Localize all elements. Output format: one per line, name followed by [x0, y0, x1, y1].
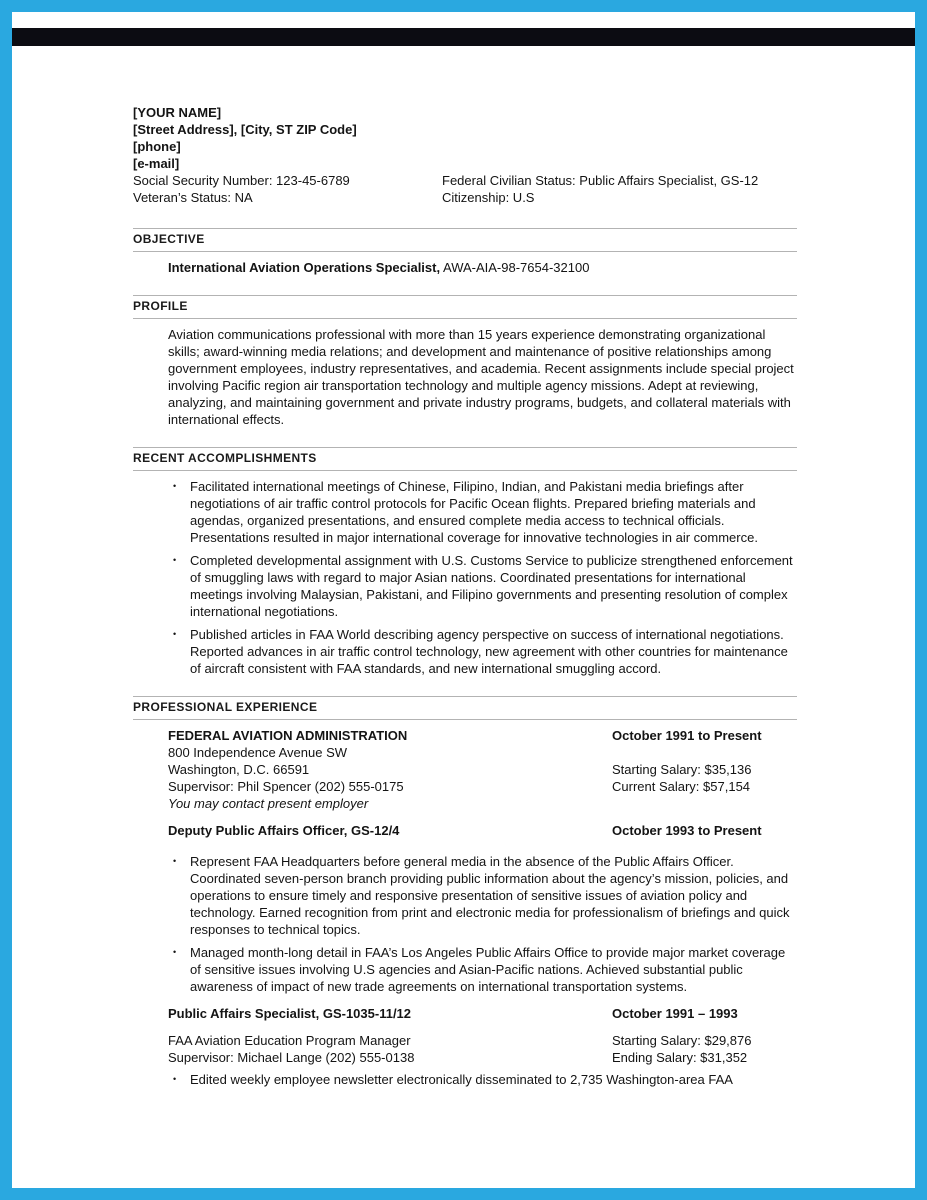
list-item	[168, 944, 797, 995]
list-item	[168, 1071, 797, 1088]
bullet-icon: •	[173, 1074, 177, 1084]
job-supervisor: Supervisor: Michael Lange (202) 555-0138	[168, 1050, 415, 1065]
section-objective	[133, 228, 797, 276]
street-address: [Street Address], [City, ST ZIP Code]	[133, 122, 357, 137]
job-dates: October 1991 – 1993	[612, 1006, 738, 1021]
profile-paragraph: Aviation communications professional with more than 15 years experience demonstrating organizational skills; award-winning media relations; and development and maintenance of positive relationships among government employees, industry representatives, and academia. Recent assignments include special project involving Pacific region air transportation technology and multiple agency missions. Adept at reviewing, analyzing, and maintaining government and private industry programs, budgets, and collateral materials with international effects.	[168, 327, 794, 427]
starting-salary: Starting Salary: $29,876	[612, 1033, 752, 1048]
job-title: Public Affairs Specialist, GS-1035-11/12	[168, 1006, 412, 1021]
email: [e-mail]	[133, 156, 180, 171]
list-item	[168, 552, 797, 620]
employer-block	[168, 727, 797, 812]
section-experience	[133, 696, 797, 1088]
bullet-icon: •	[173, 629, 177, 639]
section-title-profile: PROFILE	[133, 295, 797, 319]
objective-code: AWA-AIA-98-7654-32100	[443, 260, 590, 275]
bullet-text: Facilitated international meetings of Chinese, Filipino, Indian, and Pakistani media briefings after negotiations of air traffic control protocols for Pacific Ocean flights. Prepared briefing materials and agendas, organized presentations, and ensured complete media access to technical officials. Presentations resulted in major international coverage for innovative technologies in air commerce.	[190, 479, 758, 545]
employer-dates: October 1991 to Present	[612, 728, 762, 743]
name: [YOUR NAME]	[133, 105, 222, 120]
list-item	[168, 626, 797, 677]
job-block	[168, 1005, 797, 1088]
employer-address-1: 800 Independence Avenue SW	[168, 745, 348, 760]
job-title: Deputy Public Affairs Officer, GS-12/4	[168, 823, 400, 838]
bullet-icon: •	[173, 856, 177, 866]
section-accomplishments	[133, 447, 797, 677]
objective-role: International Aviation Operations Specialist,	[168, 260, 441, 275]
section-title-accomplishments: RECENT ACCOMPLISHMENTS	[133, 447, 797, 471]
objective-line	[168, 259, 797, 276]
federal-status: Federal Civilian Status: Public Affairs Specialist, GS-12	[442, 173, 759, 188]
bullet-text: Published articles in FAA World describing agency perspective on success of international negotiations. Reported advances in air traffic control technology, new agreement with other countries for maintenance of aircraft consistent with FAA standards, and new international smuggling accord.	[190, 627, 788, 676]
ending-salary: Ending Salary: $31,352	[612, 1050, 748, 1065]
bullet-text: Edited weekly employee newsletter electronically disseminated to 2,735 Washington-area FAA	[190, 1072, 733, 1087]
resume-page	[12, 12, 915, 1188]
employer-name: FEDERAL AVIATION ADMINISTRATION	[168, 728, 408, 743]
bullet-icon: •	[173, 555, 177, 565]
bullet-text: Represent FAA Headquarters before general media in the absence of the Public Affairs Officer. Coordinated seven-person branch providing public information about the agency’s mission, policies, and operations to ensure timely and responsive presentation of sensitive issues of aviation policy and technology. Earned recognition from print and electronic media for professionalism of briefings and quick responses to technical topics.	[190, 854, 790, 937]
contact-note: You may contact present employer	[168, 796, 369, 811]
job-dates: October 1993 to Present	[612, 823, 762, 838]
employer-address-2: Washington, D.C. 66591	[168, 762, 310, 777]
starting-salary: Starting Salary: $35,136	[612, 762, 752, 777]
list-item	[168, 853, 797, 938]
section-title-experience: PROFESSIONAL EXPERIENCE	[133, 696, 797, 720]
bullet-text: Managed month-long detail in FAA’s Los Angeles Public Affairs Office to provide major market coverage of sensitive issues involving U.S agencies and Asian-Pacific nations. Achieved substantial public awareness of impact of new trade agreements on international transportation systems.	[190, 945, 786, 994]
section-profile	[133, 295, 797, 428]
ssn: Social Security Number: 123-45-6789	[133, 173, 350, 188]
current-salary: Current Salary: $57,154	[612, 779, 751, 794]
top-black-bar	[12, 28, 915, 46]
citizenship: Citizenship: U.S	[442, 190, 535, 205]
veteran-status: Veteran’s Status: NA	[133, 190, 253, 205]
section-title-objective: OBJECTIVE	[133, 228, 797, 252]
bullet-icon: •	[173, 481, 177, 491]
resume-content	[12, 46, 915, 1088]
list-item	[168, 478, 797, 546]
job-role-line: FAA Aviation Education Program Manager	[168, 1033, 411, 1048]
phone: [phone]	[133, 139, 181, 154]
contact-header	[133, 104, 797, 206]
employer-supervisor: Supervisor: Phil Spencer (202) 555-0175	[168, 779, 404, 794]
job-block	[168, 822, 797, 995]
bullet-text: Completed developmental assignment with U.S. Customs Service to publicize strengthened enforcement of smuggling laws with regard to major Asian nations. Coordinated presentations for international meetings involving Malaysian, Pakistani, and Filipino governments and presenting resolution of complex international negotiations.	[190, 553, 793, 619]
spacer	[612, 744, 797, 761]
bullet-icon: •	[173, 947, 177, 957]
